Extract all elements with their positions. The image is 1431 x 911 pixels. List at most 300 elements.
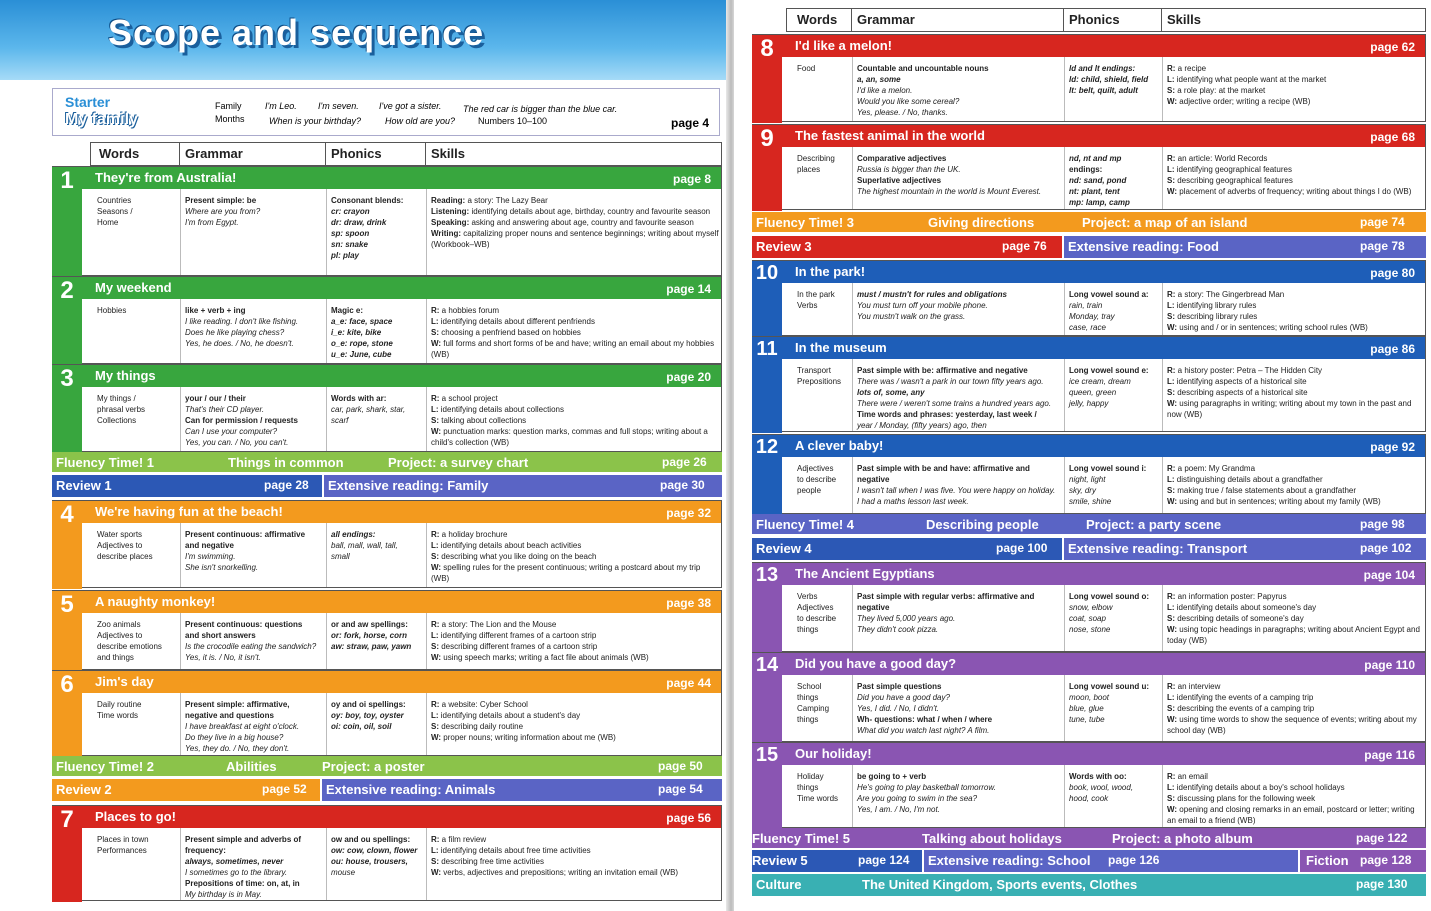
column-divider <box>180 693 181 755</box>
unit-grammar <box>185 529 325 573</box>
column-divider <box>426 189 427 275</box>
text-line: There were / weren't some trains a hundred years ago. <box>857 399 1052 408</box>
text-line: S: choosing a penfriend based on hobbies <box>431 328 581 337</box>
unit-number-tab: 5 <box>52 591 82 671</box>
column-divider <box>852 675 853 741</box>
text-line: Speaking: asking and answering about age, country and favourite season <box>431 218 694 227</box>
strip-culture <box>752 874 1426 896</box>
unit-skills <box>431 393 719 448</box>
text-line: Monday, tray <box>1069 312 1115 321</box>
text-line: Yes, he does. / No, he doesn't. <box>185 339 294 348</box>
unit-words: Adjectives to describe people <box>797 464 837 495</box>
strip-item: page 30 <box>660 478 705 492</box>
text-line: What did you watch last night? A film. <box>857 726 990 735</box>
text-line: nd: sand, pond <box>1069 176 1127 185</box>
text-line: W: punctuation marks: question marks, commas and full stops; writing about a child's collection (WB) <box>431 427 708 447</box>
unit-skills <box>1167 463 1423 507</box>
text-line: He's going to play basketball tomorrow. <box>857 783 996 792</box>
text-line: L: identifying details about a student's day <box>431 711 581 720</box>
text-line: o_e: rope, stone <box>331 339 393 348</box>
unit-number-tab: 11 <box>752 337 782 433</box>
text-line: ow and ou spellings: <box>331 835 411 844</box>
column-divider <box>326 613 327 669</box>
column-divider <box>1064 283 1065 335</box>
strip-item: page 50 <box>658 759 703 773</box>
unit-title-bar <box>753 125 1425 147</box>
text-line: Time words and phrases: yesterday, last week / <box>857 410 1037 419</box>
text-line: R: an article: World Records <box>1167 154 1268 163</box>
strip-item: Review 4 <box>756 541 812 556</box>
text-line: ow: cow, clown, flower <box>331 846 418 855</box>
text-line: L: distinguishing details about a grandfather <box>1167 475 1323 484</box>
text-line: coat, soap <box>1069 614 1106 623</box>
text-line: sky, dry <box>1069 486 1096 495</box>
unit-number-tab: 12 <box>752 435 782 515</box>
strip-item: Abilities <box>226 759 277 774</box>
unit-box-8 <box>752 34 1426 122</box>
unit-phonics <box>1069 771 1161 804</box>
text-line: R: a story: The Gingerbread Man <box>1167 290 1285 299</box>
text-line: There was / wasn't a park in our town fifty years ago. <box>857 377 1044 386</box>
column-divider <box>1162 457 1163 513</box>
text-line: snow, elbow <box>1069 603 1113 612</box>
unit-phonics <box>331 195 425 261</box>
text-line: negative <box>857 603 890 612</box>
unit-words: Verbs Adjectives to describe things <box>797 592 837 634</box>
text-line: That's their CD player. <box>185 405 265 414</box>
unit-words: Hobbies <box>97 306 127 315</box>
text-line: ou: house, trousers, <box>331 857 408 866</box>
unit-title-bar <box>53 277 721 299</box>
strip-item: page 124 <box>858 853 910 867</box>
column-divider <box>1064 457 1065 513</box>
text-line: W: using and but in sentences; writing about my family (WB) <box>1167 497 1381 506</box>
strip-item: Project: a poster <box>322 759 425 774</box>
unit-number-tab: 15 <box>752 743 782 829</box>
text-line: R: a story: The Lion and the Mouse <box>431 620 557 629</box>
unit-grammar <box>857 771 1063 815</box>
column-divider <box>326 189 327 275</box>
column-divider <box>180 189 181 275</box>
strip-f4 <box>752 514 1426 534</box>
unit-title: In the museum <box>795 340 887 355</box>
text-line: Long vowel sound o: <box>1069 592 1149 601</box>
unit-phonics <box>331 529 425 562</box>
text-line: S: describing details of someone's day <box>1167 614 1304 623</box>
column-divider <box>326 387 327 451</box>
text-line: Yes, you can. / No, you can't. <box>185 438 289 447</box>
unit-grammar <box>185 305 325 349</box>
column-divider <box>1162 283 1163 335</box>
strip-item: Fluency Time! 1 <box>56 455 155 470</box>
strip-item: Project: a map of an island <box>1082 215 1248 230</box>
unit-skills <box>1167 771 1423 826</box>
header-skills: Skills <box>1167 12 1201 27</box>
unit-skills <box>1167 681 1423 736</box>
strip-item: Project: a photo album <box>1112 831 1253 846</box>
column-divider <box>426 523 427 587</box>
text-line: S: talking about collections <box>431 416 527 425</box>
unit-grammar <box>857 153 1063 197</box>
strip-item: page 128 <box>1360 853 1412 867</box>
strip-item: page 26 <box>662 455 707 469</box>
text-line: Would you like some cereal? <box>857 97 960 106</box>
strip-item: Extensive reading: Family <box>328 478 489 493</box>
text-line: Comparative adjectives <box>857 154 947 163</box>
unit-number-tab: 8 <box>752 35 782 123</box>
unit-box-10 <box>752 260 1426 336</box>
unit-title: A clever baby! <box>795 438 884 453</box>
text-line: oi: coin, oil, soil <box>331 722 392 731</box>
unit-words: Places in town Performances <box>97 835 149 855</box>
strip-item: Fiction <box>1306 853 1349 868</box>
text-line: aw: straw, paw, yawn <box>331 642 412 651</box>
text-line: R: a poem: My Grandma <box>1167 464 1256 473</box>
text-line: rain, train <box>1069 301 1103 310</box>
text-line: R: an interview <box>1167 682 1221 691</box>
strip-item: page 76 <box>1002 239 1047 253</box>
text-line: queen, green <box>1069 388 1117 397</box>
text-line: L: identifying details about different penfriends <box>431 317 595 326</box>
unit-phonics <box>1069 463 1161 507</box>
strip-item: page 122 <box>1356 831 1408 845</box>
text-line: My birthday is in May. <box>185 890 262 899</box>
unit-skills <box>431 619 719 663</box>
strip-item: Extensive reading: Food <box>1068 239 1219 254</box>
unit-words: Holiday things Time words <box>797 772 839 803</box>
column-divider <box>1162 147 1163 209</box>
text-line: Writing: capitalizing proper nouns and sentence beginnings; writing about myself (Workbook–WB) <box>431 229 719 249</box>
strip-item: Extensive reading: School <box>928 853 1091 868</box>
strip-item: page 28 <box>264 478 309 492</box>
strip-r5-segment <box>1300 850 1426 872</box>
unit-skills <box>1167 365 1423 420</box>
text-line: be going to + verb <box>857 772 927 781</box>
column-divider <box>852 359 853 431</box>
unit-skills <box>431 529 719 584</box>
column-divider <box>180 523 181 587</box>
column-divider <box>180 299 181 363</box>
text-line: ice cream, dream <box>1069 377 1131 386</box>
text-line: W: verbs, adjectives and prepositions; writing an invitation email (WB) <box>431 868 679 877</box>
text-line: L: identifying aspects of a historical site <box>1167 377 1307 386</box>
text-line: I'm from Egypt. <box>185 218 239 227</box>
unit-title-bar <box>753 261 1425 283</box>
text-line: L: identifying what people want at the market <box>1167 75 1327 84</box>
starter-item: When is your birthday? <box>269 116 362 126</box>
unit-grammar <box>185 834 325 900</box>
strip-item: Things in common <box>228 455 344 470</box>
text-line: Prepositions of time: on, at, in <box>185 879 300 888</box>
unit-skills <box>1167 289 1423 333</box>
text-line: scarf <box>331 416 349 425</box>
strip-item: Project: a party scene <box>1086 517 1222 532</box>
starter-item: I'm seven. <box>318 101 359 111</box>
unit-words: Transport Prepositions <box>797 366 842 386</box>
text-line: L: identifying the events of a camping trip <box>1167 693 1314 702</box>
unit-page: page 104 <box>1363 568 1415 582</box>
text-line: moon, boot <box>1069 693 1110 702</box>
column-divider <box>1162 765 1163 827</box>
unit-words: Countries Seasons / Home <box>97 196 133 227</box>
text-line: S: describing daily routine <box>431 722 524 731</box>
text-line: Does he like playing chess? <box>185 328 285 337</box>
column-divider <box>326 693 327 755</box>
text-line: nd, nt and mp <box>1069 154 1122 163</box>
strip-item: page 78 <box>1360 239 1405 253</box>
starter-subtitle: My family <box>65 111 138 128</box>
header-divider <box>851 9 852 31</box>
column-divider <box>326 828 327 900</box>
text-line: W: using speech marks; writing a fact file about animals (WB) <box>431 653 649 662</box>
column-divider <box>852 147 853 209</box>
column-divider <box>426 693 427 755</box>
column-divider <box>1064 147 1065 209</box>
strip-item: page 102 <box>1360 541 1412 555</box>
unit-number-tab: 4 <box>52 501 82 589</box>
unit-title: The Ancient Egyptians <box>795 566 935 581</box>
text-line: I wasn't tall when I was five. You were happy on holiday. <box>857 486 1056 495</box>
text-line: L: identifying details about someone's day <box>1167 603 1317 612</box>
starter-item: How old are you? <box>385 116 456 126</box>
text-line: Wh- questions: what / when / where <box>857 715 993 724</box>
header-divider <box>1063 9 1064 31</box>
starter-label: Starter <box>65 94 111 110</box>
starter-page: page 4 <box>670 116 709 130</box>
text-line: Long vowel sound u: <box>1069 682 1149 691</box>
unit-phonics <box>331 305 425 360</box>
unit-page: page 62 <box>1370 40 1415 54</box>
text-line: W: opening and closing remarks in an email, postcard or letter; writing an email to a friend (WB) <box>1167 805 1415 825</box>
strip-item: page 100 <box>996 541 1048 555</box>
text-line: and short answers <box>185 631 256 640</box>
text-line: Is the crocodile eating the sandwich? <box>185 642 317 651</box>
unit-words: Describing places <box>797 154 835 174</box>
column-divider <box>1064 675 1065 741</box>
unit-page: page 110 <box>1364 658 1415 672</box>
unit-phonics <box>1069 681 1161 725</box>
unit-box-4 <box>52 500 722 588</box>
text-line: I have breakfast at eight o'clock. <box>185 722 300 731</box>
text-line: negative and questions <box>185 711 274 720</box>
column-divider <box>426 828 427 900</box>
unit-title-bar <box>53 591 721 613</box>
strip-r2-segment <box>52 779 320 801</box>
text-line: cr: crayon <box>331 207 370 216</box>
column-divider <box>1064 585 1065 651</box>
strip-r4-segment <box>752 538 1062 560</box>
strip-item: Fluency Time! 5 <box>752 831 851 846</box>
text-line: nt: plant, tent <box>1069 187 1120 196</box>
text-line: frequency: <box>185 846 226 855</box>
text-line: oy: boy, toy, oyster <box>331 711 404 720</box>
strip-item: Project: a survey chart <box>388 455 529 470</box>
text-line: Yes, it is. / No, it isn't. <box>185 653 261 662</box>
text-line: mp: lamp, camp <box>1069 198 1130 207</box>
unit-grammar <box>857 463 1063 507</box>
column-divider <box>1064 359 1065 431</box>
text-line: I had a maths lesson last week. <box>857 497 969 506</box>
text-line: Magic e: <box>331 306 364 315</box>
unit-title: In the park! <box>795 264 866 279</box>
strip-item: page 130 <box>1356 877 1408 891</box>
unit-phonics <box>1069 591 1161 635</box>
text-line: mouse <box>331 868 356 877</box>
strip-r5-segment <box>924 850 1298 872</box>
column-divider <box>180 387 181 451</box>
text-line: L: identifying details about free time activities <box>431 846 591 855</box>
text-line: W: adjective order; writing a recipe (WB) <box>1167 97 1311 106</box>
column-divider <box>326 523 327 587</box>
unit-box-13 <box>752 562 1426 652</box>
text-line: lots of, some, any <box>857 388 925 397</box>
text-line: She isn't snorkelling. <box>185 563 259 572</box>
unit-title-bar <box>53 501 721 523</box>
column-divider <box>852 585 853 651</box>
text-line: S: discussing plans for the following week <box>1167 794 1316 803</box>
text-line: Do they live in a big house? <box>185 733 284 742</box>
column-divider <box>180 828 181 900</box>
header-phonics: Phonics <box>331 146 382 161</box>
starter-words-item: Months <box>215 114 245 124</box>
text-line: Yes, they do. / No, they don't. <box>185 744 290 753</box>
unit-title-bar <box>753 743 1425 765</box>
page-title: Scope and sequence <box>108 12 485 53</box>
text-line: R: an information poster: Papyrus <box>1167 592 1287 601</box>
unit-box-9 <box>752 124 1426 210</box>
text-line: L: identifying different frames of a cartoon strip <box>431 631 597 640</box>
unit-skills <box>431 305 719 360</box>
header-words: Words <box>99 146 140 161</box>
unit-grammar <box>857 681 1063 736</box>
unit-box-14 <box>752 652 1426 742</box>
strip-r1-segment <box>324 475 722 497</box>
unit-title: My weekend <box>95 280 172 295</box>
unit-number-tab: 3 <box>52 365 82 453</box>
text-line: like + verb + ing <box>185 306 246 315</box>
unit-title-bar <box>753 563 1425 585</box>
text-line: R: an email <box>1167 772 1208 781</box>
strip-item: Review 3 <box>756 239 812 254</box>
text-line: ball, mall, wall, tall, <box>331 541 398 550</box>
unit-number-tab: 7 <box>52 806 82 902</box>
text-line: blue, glue <box>1069 704 1104 713</box>
text-line: Present continuous: affirmative <box>185 530 306 539</box>
unit-title: The fastest animal in the world <box>795 128 985 143</box>
strip-f3 <box>752 212 1426 232</box>
column-header-row <box>90 142 722 166</box>
unit-words: School things Camping things <box>797 682 830 724</box>
strip-r1-segment <box>52 475 322 497</box>
strip-item: Fluency Time! 4 <box>756 517 855 532</box>
text-line: Past simple with regular verbs: affirmative and <box>857 592 1035 601</box>
text-line: Past simple with be: affirmative and negative <box>857 366 1028 375</box>
unit-page: page 92 <box>1370 440 1415 454</box>
unit-number-tab: 13 <box>752 563 782 653</box>
text-line: small <box>331 552 350 561</box>
text-line: car, park, shark, star, <box>331 405 406 414</box>
unit-page: page 68 <box>1370 130 1415 144</box>
strip-item: page 74 <box>1360 215 1405 229</box>
text-line: W: placement of adverbs of frequency; writing about things I do (WB) <box>1167 187 1412 196</box>
unit-title: A naughty monkey! <box>95 594 216 609</box>
text-line: ld: child, shield, field <box>1069 75 1149 84</box>
text-line: Present simple: affirmative, <box>185 700 290 709</box>
unit-page: page 32 <box>666 506 711 520</box>
column-header-row <box>786 8 1426 32</box>
strip-item: page 54 <box>658 782 703 796</box>
text-line: W: spelling rules for the present continuous; writing a postcard about my trip (WB) <box>431 563 701 583</box>
column-divider <box>1162 585 1163 651</box>
text-line: S: describing geographical features <box>1167 176 1293 185</box>
header-divider <box>1161 9 1162 31</box>
text-line: Can for permission / requests <box>185 416 298 425</box>
column-divider <box>852 283 853 335</box>
unit-page: page 116 <box>1364 748 1415 762</box>
text-line: W: proper nouns; writing information about me (WB) <box>431 733 616 742</box>
text-line: S: making true / false statements about a grandfather <box>1167 486 1357 495</box>
unit-title-bar <box>753 35 1425 57</box>
strip-item: Review 1 <box>56 478 112 493</box>
text-line: ld and lt endings: <box>1069 64 1136 73</box>
unit-words: Food <box>797 64 816 73</box>
text-line: W: using and / or in sentences; writing school rules (WB) <box>1167 323 1368 332</box>
text-line: a, an, some <box>857 75 901 84</box>
column-divider <box>1064 57 1065 121</box>
text-line: The highest mountain in the world is Mount Everest. <box>857 187 1042 196</box>
column-divider <box>1162 57 1163 121</box>
text-line: pl: play <box>331 251 360 260</box>
unit-title: My things <box>95 368 156 383</box>
header-divider <box>425 143 426 165</box>
text-line: S: describing different frames of a cartoon strip <box>431 642 598 651</box>
column-divider <box>1162 675 1163 741</box>
unit-title-bar <box>753 435 1425 457</box>
unit-title-bar <box>53 806 721 828</box>
text-line: or: fork, horse, corn <box>331 631 408 640</box>
text-line: You mustn't walk on the grass. <box>857 312 966 321</box>
text-line: Present simple and adverbs of <box>185 835 302 844</box>
text-line: negative <box>857 475 890 484</box>
column-divider <box>1162 359 1163 431</box>
unit-grammar <box>857 63 1063 118</box>
text-line: must / mustn't for rules and obligations <box>857 290 1007 299</box>
text-line: Consonant blends: <box>331 196 404 205</box>
header-divider <box>325 143 326 165</box>
unit-words: Water sports Adjectives to describe places <box>97 530 153 561</box>
text-line: i_e: kite, bike <box>331 328 382 337</box>
text-line: I'm swimming. <box>185 552 236 561</box>
strip-item: page 98 <box>1360 517 1405 531</box>
strip-item: page 52 <box>262 782 307 796</box>
unit-title-bar <box>753 653 1425 675</box>
unit-box-1 <box>52 166 722 276</box>
unit-number-tab: 10 <box>752 261 782 337</box>
strip-item: Review 2 <box>56 782 112 797</box>
text-line: a_e: face, space <box>331 317 393 326</box>
text-line: Did you have a good day? <box>857 693 950 702</box>
text-line: Present simple: be <box>185 196 257 205</box>
text-line: oy and oi spellings: <box>331 700 406 709</box>
text-line: Past simple questions <box>857 682 942 691</box>
strip-r5-segment <box>752 850 922 872</box>
text-line: book, wool, wood, <box>1069 783 1134 792</box>
strip-item: Extensive reading: Animals <box>326 782 496 797</box>
text-line: I'd like a melon. <box>857 86 913 95</box>
unit-page: page 44 <box>666 676 711 690</box>
strip-item: Fluency Time! 2 <box>56 759 155 774</box>
text-line: Words with ar: <box>331 394 387 403</box>
